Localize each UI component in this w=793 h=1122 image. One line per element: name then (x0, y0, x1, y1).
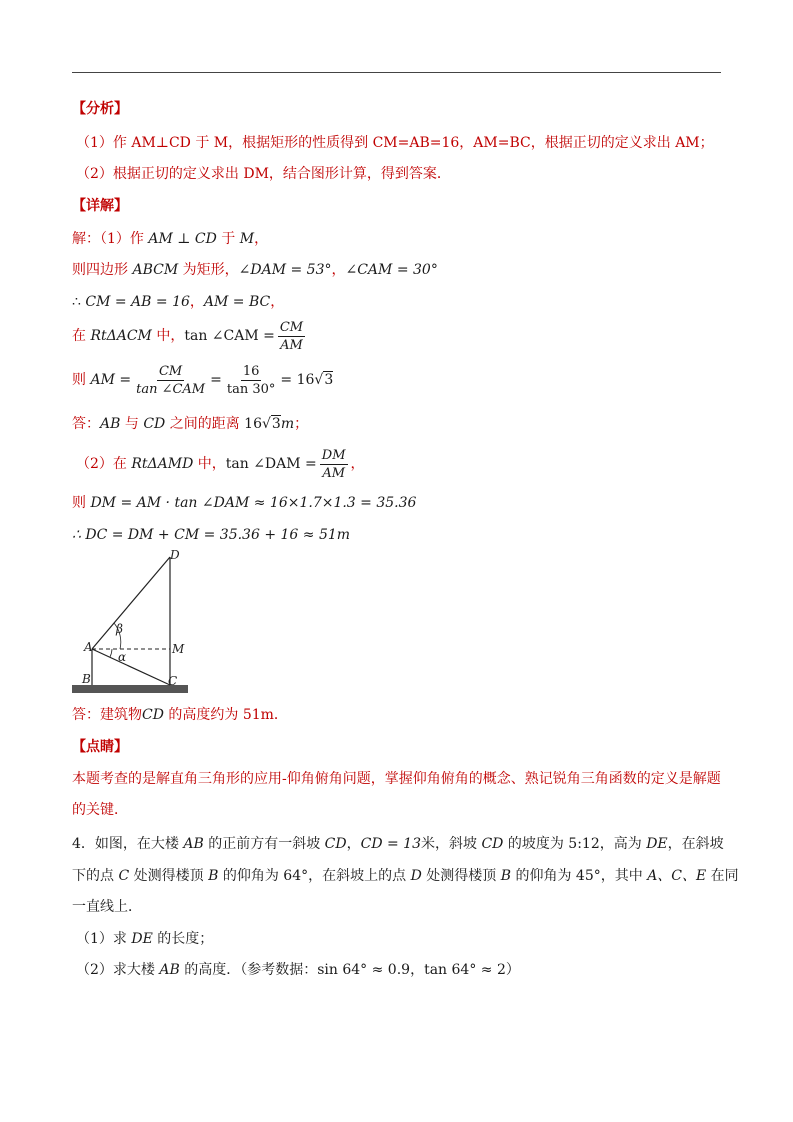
angle-alpha-arc (110, 649, 112, 657)
fraction-16-tan30: $\frac{16}{\tan 30^\circ}$ (226, 363, 276, 397)
fraction-dm-am: $\frac{DM}{AM}$ (321, 447, 346, 481)
answer-line: 答：建筑物CD 的高度约为 51m． (72, 707, 288, 723)
question-4-line-3: 一直线上． (72, 899, 142, 915)
detail-header: 【详解】 (72, 198, 128, 214)
label-c: C (168, 674, 178, 688)
analysis-step-2: （2）根据正切的定义求出 DM，结合图形计算，得到答案． (76, 166, 451, 182)
solution-line-1: 解：（1）作 AM ⊥ CD 于 M， (72, 231, 269, 247)
analysis-step-1: （1）作 AM⊥CD 于 M，根据矩形的性质得到 CM=AB=16，AM=BC，根据正切的定义求出 AM； (76, 135, 714, 151)
top-rule (72, 72, 721, 73)
label-beta: β (116, 622, 123, 636)
solution-line-3: ∴ CM = AB = 16，AM = BC， (72, 294, 285, 310)
label-alpha: α (118, 650, 127, 664)
fraction-cm-am: $\frac{CM}{AM}$ (279, 319, 304, 353)
question-4-line-1: 4．如图，在大楼 AB 的正前方有一斜坡 CD，CD = 13米，斜坡 CD 的坡度为 5:12，高为 DE，在斜坡 (72, 836, 724, 852)
fraction-cm-tan: $\frac{CM}{\text{tan ∠CAM}}$ (136, 363, 206, 397)
solution-line-7: （2）在 RtΔAMD 中，tan ∠DAM = $\frac{DM}{AM}$ ， (76, 447, 365, 481)
geometry-figure (62, 545, 202, 705)
label-b: B (82, 672, 91, 686)
sight-line-ac (92, 649, 170, 685)
question-4-part-1: （1）求 DE 的长度； (76, 931, 214, 947)
figure-svg (62, 545, 202, 705)
solution-line-5: 则 AM = $\frac{CM}{\text{tan ∠CAM}}$ = $\frac{16}{\tan 30^\circ}$ = 16√3 (72, 363, 334, 397)
label-m: M (172, 642, 185, 656)
solution-line-4: 在 RtΔACM 中，tan ∠CAM = $\frac{CM}{AM}$ (72, 319, 304, 353)
sight-line-ad (92, 557, 170, 649)
comment-header: 【点睛】 (72, 739, 128, 755)
comment-line-1: 本题考查的是解直角三角形的应用-仰角俯角问题，掌握仰角俯角的概念、熟记锐角三角函数的定义是解题 (72, 771, 721, 787)
question-4-part-2: （2）求大楼 AB 的高度．（参考数据：sin 64° ≈ 0.9，tan 64° ≈ 2） (76, 962, 520, 978)
solution-line-2: 则四边形 ABCM 为矩形，∠DAM = 53°，∠CAM = 30° (72, 262, 438, 278)
label-d: D (170, 548, 180, 562)
solution-line-9: ∴ DC = DM + CM = 35.36 + 16 ≈ 51m (72, 527, 351, 543)
comment-line-2: 的关键． (72, 802, 128, 818)
analysis-header: 【分析】 (72, 101, 128, 117)
solution-line-6: 答：AB 与 CD 之间的距离 16√3m； (72, 416, 309, 432)
question-4-line-2: 下的点 C 处测得楼顶 B 的仰角为 64°，在斜坡上的点 D 处测得楼顶 B 的仰角为 45°，其中 A、C、E 在同 (72, 868, 739, 884)
label-a: A (84, 640, 93, 654)
solution-line-8: 则 DM = AM · tan ∠DAM ≈ 16×1.7×1.3 = 35.36 (72, 495, 417, 511)
